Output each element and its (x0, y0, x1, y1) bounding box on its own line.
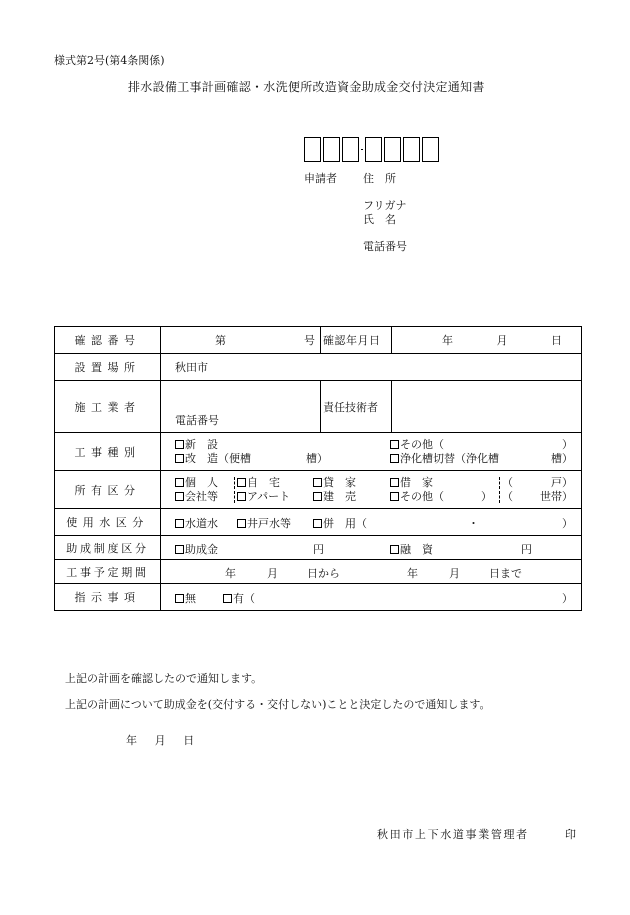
until-text: 日まで (489, 566, 522, 580)
table-row (55, 327, 582, 354)
day-text: 日 (551, 334, 562, 347)
subsidy-label: 助成制度区分 (55, 536, 161, 560)
paren-close: ） (562, 517, 573, 530)
address-label: 住 所 (363, 172, 396, 185)
work-type-cell (161, 433, 582, 471)
paren-open: （ (502, 489, 513, 503)
subsidy-grant-label: 助成金 (185, 542, 218, 556)
contractor-phone-label: 電話番号 (175, 414, 219, 427)
own-company-label: 会社等 (185, 489, 218, 503)
confirm-no-prefix: 第 (215, 334, 226, 347)
schedule-label: 工事予定期間 (55, 560, 161, 584)
checkbox[interactable] (223, 594, 232, 603)
water-dot: ・ (468, 517, 479, 530)
checkbox[interactable] (175, 594, 184, 603)
checkbox[interactable] (175, 545, 184, 554)
checkbox[interactable] (175, 519, 184, 528)
checkbox[interactable] (390, 440, 399, 449)
code-box (304, 137, 321, 162)
notice-line-2: 上記の計画について助成金を(交付する・交付しない)ことと決定したので通知します。 (65, 698, 491, 711)
paren-close: ） (562, 592, 573, 605)
ownership-label: 所有区分 (55, 471, 161, 509)
checkbox[interactable] (390, 478, 399, 487)
own-units-label: 戸） (551, 475, 573, 489)
checkbox[interactable] (390, 454, 399, 463)
checkbox[interactable] (175, 454, 184, 463)
subsidy-loan-label: 融 資 (400, 542, 433, 556)
work-other-label: その他（ (400, 437, 444, 451)
own-other-label: その他（ (400, 489, 444, 503)
table-row (55, 471, 582, 509)
instruction-label: 指示事項 (55, 584, 161, 611)
paren-close: ） (481, 489, 492, 503)
own-rent-label: 貸 家 (323, 475, 356, 489)
location-value: 秋田市 (161, 354, 582, 381)
work-renovate-label: 改 造（便槽 (185, 451, 251, 465)
month-text: 月 (267, 566, 278, 580)
yen-label: 円 (521, 542, 532, 556)
subsidy-cell (161, 536, 582, 560)
year-text: 年 (225, 566, 236, 580)
contractor-label: 施工業者 (55, 381, 161, 433)
document-title: 排水設備工事計画確認・水洗便所改造資金助成金交付決定通知書 (128, 80, 485, 94)
checkbox[interactable] (175, 440, 184, 449)
code-box (422, 137, 439, 162)
paren-open: （ (502, 475, 513, 489)
checkbox[interactable] (313, 519, 322, 528)
water-cell (161, 509, 582, 536)
form-number: 様式第2号(第4条関係) (54, 54, 165, 67)
code-hyphen (361, 137, 363, 162)
work-new-label: 新 設 (185, 437, 218, 451)
instr-none-label: 無 (185, 592, 196, 605)
own-leased-label: 借 家 (400, 475, 433, 489)
confirm-no-cell (161, 327, 321, 354)
work-septic-close: 槽） (551, 451, 573, 465)
notice-date: 年 月 日 (126, 734, 198, 747)
year-text: 年 (442, 334, 453, 347)
month-text: 月 (496, 334, 508, 347)
contractor-cell (161, 381, 321, 433)
schedule-cell (161, 560, 582, 584)
own-households-label: 世帯） (540, 489, 573, 503)
checkbox[interactable] (237, 492, 246, 501)
work-type-label: 工事種別 (55, 433, 161, 471)
yen-label: 円 (313, 542, 324, 556)
checkbox[interactable] (175, 478, 184, 487)
from-text: 日から (307, 566, 340, 580)
applicant-label: 申請者 (304, 172, 337, 185)
checkbox[interactable] (390, 492, 399, 501)
phone-label: 電話番号 (363, 240, 407, 253)
table-row (55, 584, 582, 611)
own-apartment-label: アパート (247, 489, 291, 503)
engineer-cell (392, 381, 582, 433)
confirm-date-label: 確認年月日 (321, 327, 392, 354)
checkbox[interactable] (175, 492, 184, 501)
location-label: 設置場所 (55, 354, 161, 381)
notice-line-1: 上記の計画を確認したので通知します。 (65, 672, 263, 685)
dashed-divider (234, 477, 235, 489)
own-individual-label: 個 人 (185, 475, 218, 489)
work-septic-label: 浄化槽切替（浄化槽 (400, 451, 499, 465)
instr-yes-label: 有（ (233, 592, 255, 605)
code-box (323, 137, 340, 162)
table-row (55, 536, 582, 560)
water-label: 使用水区分 (55, 509, 161, 536)
application-table (54, 326, 582, 611)
water-combined-label: 併 用（ (323, 517, 367, 530)
dashed-divider (234, 491, 235, 503)
dashed-divider (499, 491, 500, 503)
confirm-no-suffix: 号 (304, 334, 315, 347)
table-row (55, 433, 582, 471)
paren-close: ） (562, 437, 573, 451)
checkbox[interactable] (390, 545, 399, 554)
table-row (55, 354, 582, 381)
table-row (55, 509, 582, 536)
postal-code-boxes (304, 137, 441, 162)
table-row (55, 560, 582, 584)
water-tap-label: 水道水 (185, 517, 218, 530)
seal-mark: 印 (565, 828, 576, 841)
dashed-divider (499, 477, 500, 489)
checkbox[interactable] (237, 478, 246, 487)
checkbox[interactable] (237, 519, 246, 528)
checkbox[interactable] (313, 492, 322, 501)
instruction-cell (161, 584, 582, 611)
issuer-name: 秋田市上下水道事業管理者 (377, 828, 529, 841)
ownership-cell (161, 471, 582, 509)
confirm-no-label: 確認番号 (55, 327, 161, 354)
engineer-label: 責任技術者 (321, 381, 392, 433)
confirm-date-cell (392, 327, 582, 354)
name-label: 氏 名 (363, 213, 396, 226)
code-box (384, 137, 401, 162)
water-well-label: 井戸水等 (247, 517, 291, 530)
checkbox[interactable] (313, 478, 322, 487)
code-box (403, 137, 420, 162)
year-text: 年 (407, 566, 418, 580)
furigana-label: フリガナ (363, 199, 407, 212)
own-sale-label: 建 売 (323, 489, 356, 503)
month-text: 月 (449, 566, 460, 580)
code-box (342, 137, 359, 162)
work-renovate-close: 槽） (306, 451, 328, 465)
table-row (55, 381, 582, 433)
code-box (365, 137, 382, 162)
own-home-label: 自 宅 (247, 475, 280, 489)
